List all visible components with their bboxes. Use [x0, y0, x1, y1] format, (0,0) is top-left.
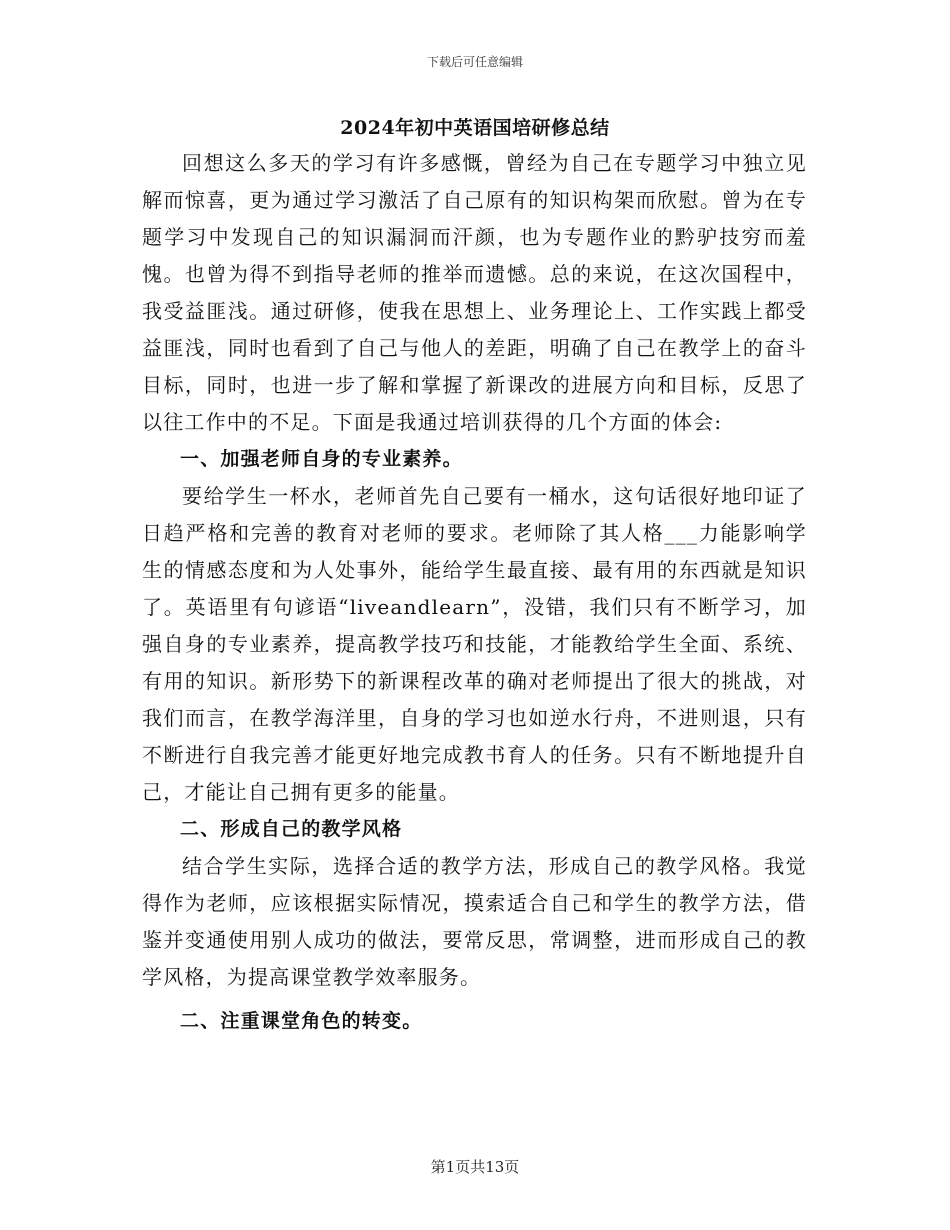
page-number-footer: 第1页共13页 — [430, 1158, 520, 1176]
document-title: 2024年初中英语国培研修总结 — [340, 117, 610, 139]
section-heading-3: 二、注重课堂角色的转变。 — [180, 1010, 423, 1032]
section-body-2: 结合学生实际，选择合适的教学方法，形成自己的教学风格。我觉得作为老师，应该根据实际情况，摸索适合自己和学生的教学方法，借鉴并变通使用别人成功的做法，要常反思，常调整，进而形成自己的教学风格，为提高课堂教学效率服务。 — [142, 854, 807, 989]
section-heading-1: 一、加强老师自身的专业素养。 — [180, 448, 463, 470]
document-body — [142, 145, 807, 1040]
intro-paragraph: 回想这么多天的学习有许多感慨，曾经为自己在专题学习中独立见解而惊喜，更为通过学习激活了自己原有的知识构架而欣慰。曾为在专题学习中发现自己的知识漏洞而汗颜，也为专题作业的黔驴技穷而羞愧。也曾为得不到指导老师的推举而遗憾。总的来说，在这次国程中，我受益匪浅。通过研修，使我在思想上、业务理论上、工作实践上都受益匪浅，同时也看到了自己与他人的差距，明确了自己在教学上的奋斗目标，同时，也进一步了解和掌握了新课改的进展方向和目标，反思了以往工作中的不足。下面是我通过培训获得的几个方面的体会: — [142, 151, 807, 434]
header-note: 下载后可任意编辑 — [426, 55, 523, 69]
section-body-1: 要给学生一杯水，老师首先自己要有一桶水，这句话很好地印证了日趋严格和完善的教育对老师的要求。老师除了其人格___力能影响学生的情感态度和为人处事外，能给学生最直接、最有用的东西就是知识了。英语里有句谚语“liveandlearn”，没错，我们只有不断学习，加强自身的专业素养，提高教学技巧和技能，才能教给学生全面、系统、有用的知识。新形势下的新课程改革的确对老师提出了很大的挑战，对我们而言，在教学海洋里，自身的学习也如逆水行舟，不进则退，只有不断进行自我完善才能更好地完成教书育人的任务。只有不断地提升自己，才能让自己拥有更多的能量。 — [142, 484, 807, 804]
section-heading-2: 二、形成自己的教学风格 — [180, 818, 403, 840]
